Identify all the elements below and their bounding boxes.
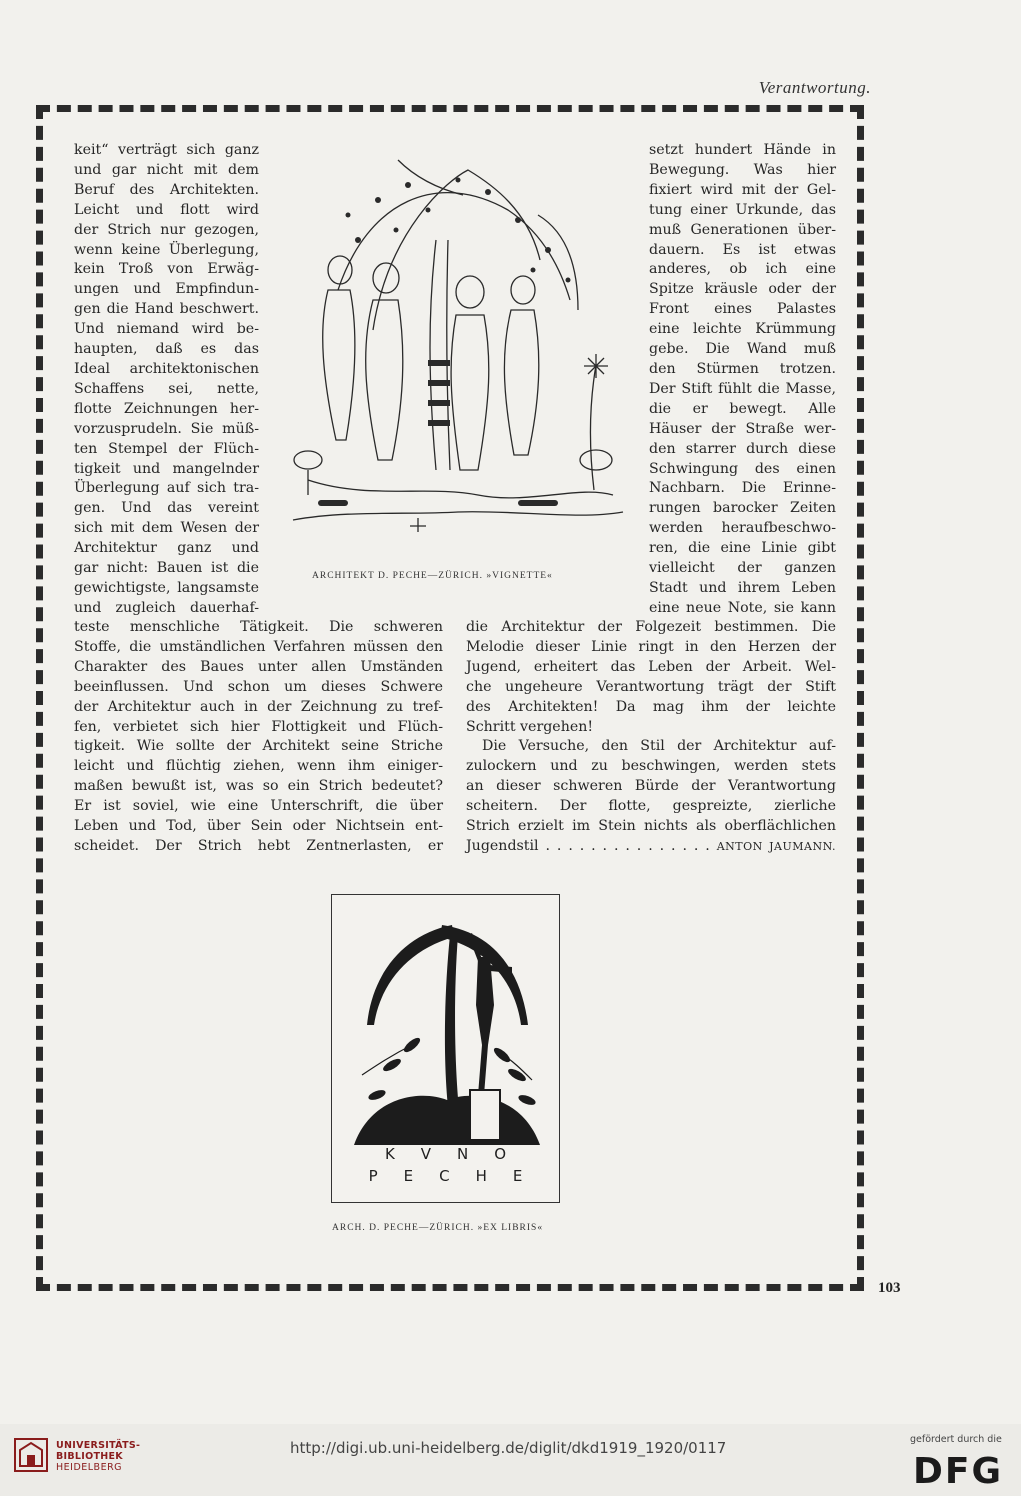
right-column-text	[649, 141, 836, 619]
running-head: Verantwortung.	[758, 78, 871, 97]
ex-libris-image	[331, 894, 560, 1203]
text-line: tung einer Urkunde, das	[649, 201, 836, 218]
text-line: eine leichte Krümmung	[649, 321, 836, 338]
text-line: Überlegung auf sich tra-	[74, 480, 259, 497]
source-url[interactable]: http://digi.ub.uni-heidelberg.de/diglit/dkd1919_1920/0117	[290, 1439, 727, 1457]
text-line: Ideal architektonischen	[74, 360, 259, 377]
text-line: haupten, daß es das	[74, 341, 259, 358]
text-line: Nachbarn. Die Erinne-	[649, 480, 836, 497]
text-line: fen, verbietet sich hier Flottigkeit und Flüch-	[74, 718, 443, 735]
text-line: Architektur ganz und	[74, 540, 259, 557]
closing-word: Jugendstil	[466, 837, 539, 854]
text-line: gebe. Die Wand muß	[649, 341, 836, 358]
text-line: vielleicht der ganzen	[649, 560, 836, 577]
lower-right-column-text	[466, 618, 836, 857]
text-line: die Architektur der Folgezeit bestimmen. Die	[466, 619, 836, 635]
text-line: und zugleich dauerhaf-	[74, 599, 259, 616]
dfg-logo: DFG	[913, 1451, 1004, 1492]
university-seal-icon	[14, 1438, 48, 1472]
text-line: Spitze kräusle oder der	[649, 281, 836, 298]
text-line: beeinflussen. Und schon um dieses Schwere	[74, 678, 443, 695]
text-line: flotte Zeichnungen her-	[74, 400, 259, 417]
page-number: 103	[878, 1280, 901, 1296]
text-line: dauern. Es ist etwas	[649, 241, 836, 258]
text-line: den Stürmen trotzen.	[649, 360, 836, 377]
text-line: setzt hundert Hände in	[649, 142, 836, 158]
text-line: Schaffens sei, nette,	[74, 380, 259, 397]
library-line-2: BIBLIOTHEK	[56, 1451, 123, 1462]
ex-libris-caption: ARCH. D. PECHE—ZÜRICH. »EX LIBRIS«	[332, 1223, 544, 1233]
text-line: Jugend, erheitert das Leben der Arbeit. Wel-	[466, 658, 836, 675]
funded-by-label: gefördert durch die	[910, 1434, 1002, 1445]
text-line: Er ist soviel, wie eine Unterschrift, die über	[74, 798, 443, 815]
author-signature: ANTON JAUMANN.	[716, 839, 836, 853]
ex-libris-name-line-1: KVNO	[384, 1145, 533, 1163]
text-line: und gar nicht mit dem	[74, 161, 259, 178]
vignette-illustration	[278, 140, 633, 560]
text-line: ungen und Empfindun-	[74, 281, 259, 298]
text-line: werden heraufbeschwo-	[649, 520, 836, 537]
text-line: Leicht und flott wird	[74, 201, 259, 218]
text-line: scheidet. Der Strich hebt Zentnerlasten, er	[74, 837, 443, 854]
text-line: gar nicht: Bauen ist die	[74, 560, 259, 577]
text-line: der Strich nur gezogen,	[74, 221, 259, 238]
text-line: der Architektur auch in der Zeichnung zu tref-	[74, 698, 443, 715]
dot-leaders: . . . . . . . . . . . . . . .	[538, 837, 717, 854]
text-line: gen die Hand beschwert.	[74, 301, 259, 318]
vignette-caption: ARCHITEKT D. PECHE—ZÜRICH. »VIGNETTE«	[312, 571, 553, 581]
left-column-text	[74, 141, 259, 619]
text-line: gen. Und das vereint	[74, 500, 259, 517]
text-line: Leben und Tod, über Sein oder Nichtsein ent-	[74, 818, 443, 835]
ex-libris-name-line-2: PECHE	[368, 1167, 549, 1185]
text-line: fixiert wird mit der Gel-	[649, 181, 836, 198]
text-line: Und niemand wird be-	[74, 321, 259, 338]
text-line: Strich erzielt im Stein nichts als oberflächlichen	[466, 818, 836, 835]
text-line: muß Generationen über-	[649, 221, 836, 238]
text-line: Häuser der Straße wer-	[649, 420, 836, 437]
text-line: Bewegung. Was hier	[649, 161, 836, 178]
text-line: Front eines Palastes	[649, 301, 836, 318]
text-line: rungen barocker Zeiten	[649, 500, 836, 517]
library-line-3: HEIDELBERG	[56, 1462, 123, 1473]
text-line: tigkeit und mangelnder	[74, 460, 259, 477]
text-line: des Architekten! Da mag ihm der leichte	[466, 698, 836, 715]
text-line: anderes, ob ich eine	[649, 261, 836, 278]
text-line: keit“ verträgt sich ganz	[74, 142, 259, 158]
text-line: die er bewegt. Alle	[649, 400, 836, 417]
text-line: an dieser schweren Bürde der Verantwortung	[466, 778, 836, 795]
text-line: teste menschliche Tätigkeit. Die schweren	[74, 619, 443, 635]
text-line: leicht und flüchtig ziehen, wenn ihm einiger-	[74, 758, 443, 775]
text-line: Schritt vergehen!	[466, 718, 594, 735]
text-line: ten Stempel der Flüch-	[74, 440, 259, 457]
text-line: eine neue Note, sie kann	[649, 599, 836, 616]
text-line: Der Stift fühlt die Masse,	[649, 380, 836, 397]
text-line: zulockern und zu beschwingen, werden stets	[466, 758, 836, 775]
text-line: Stoffe, die umständlichen Verfahren müssen den	[74, 638, 443, 655]
text-line: tigkeit. Wie sollte der Architekt seine Striche	[74, 738, 443, 755]
text-line: ren, die eine Linie gibt	[649, 540, 836, 557]
text-line: wenn keine Überlegung,	[74, 241, 259, 258]
text-line: che ungeheure Verantwortung trägt der Stift	[466, 678, 836, 695]
text-line: Charakter des Baues unter allen Umständen	[74, 658, 443, 675]
text-line: kein Troß von Erwäg-	[74, 261, 259, 278]
library-name	[56, 1440, 140, 1473]
text-line: sich mit dem Wesen der	[74, 520, 259, 537]
library-line-1: UNIVERSITÄTS-	[56, 1440, 141, 1451]
text-line: Stadt und ihrem Leben	[649, 579, 836, 596]
text-line: den starrer durch diese	[649, 440, 836, 457]
text-line: scheitern. Der flotte, gespreizte, zierliche	[466, 798, 836, 815]
digitization-footer	[0, 1424, 1021, 1496]
lower-right-lines	[466, 618, 836, 837]
closing-line	[466, 837, 836, 857]
text-line: Beruf des Architekten.	[74, 181, 259, 198]
text-line: Die Versuche, den Stil der Architektur auf-	[482, 738, 836, 755]
text-line: maßen bewußt ist, was so ein Strich bedeutet?	[74, 778, 443, 795]
text-line: Melodie dieser Linie ringt in den Herzen der	[466, 638, 836, 655]
text-line: vorzusprudeln. Sie müß-	[74, 420, 259, 437]
text-line: gewichtigste, langsamste	[74, 579, 259, 596]
text-line: Schwingung des einen	[649, 460, 836, 477]
lower-left-column-text	[74, 618, 443, 857]
